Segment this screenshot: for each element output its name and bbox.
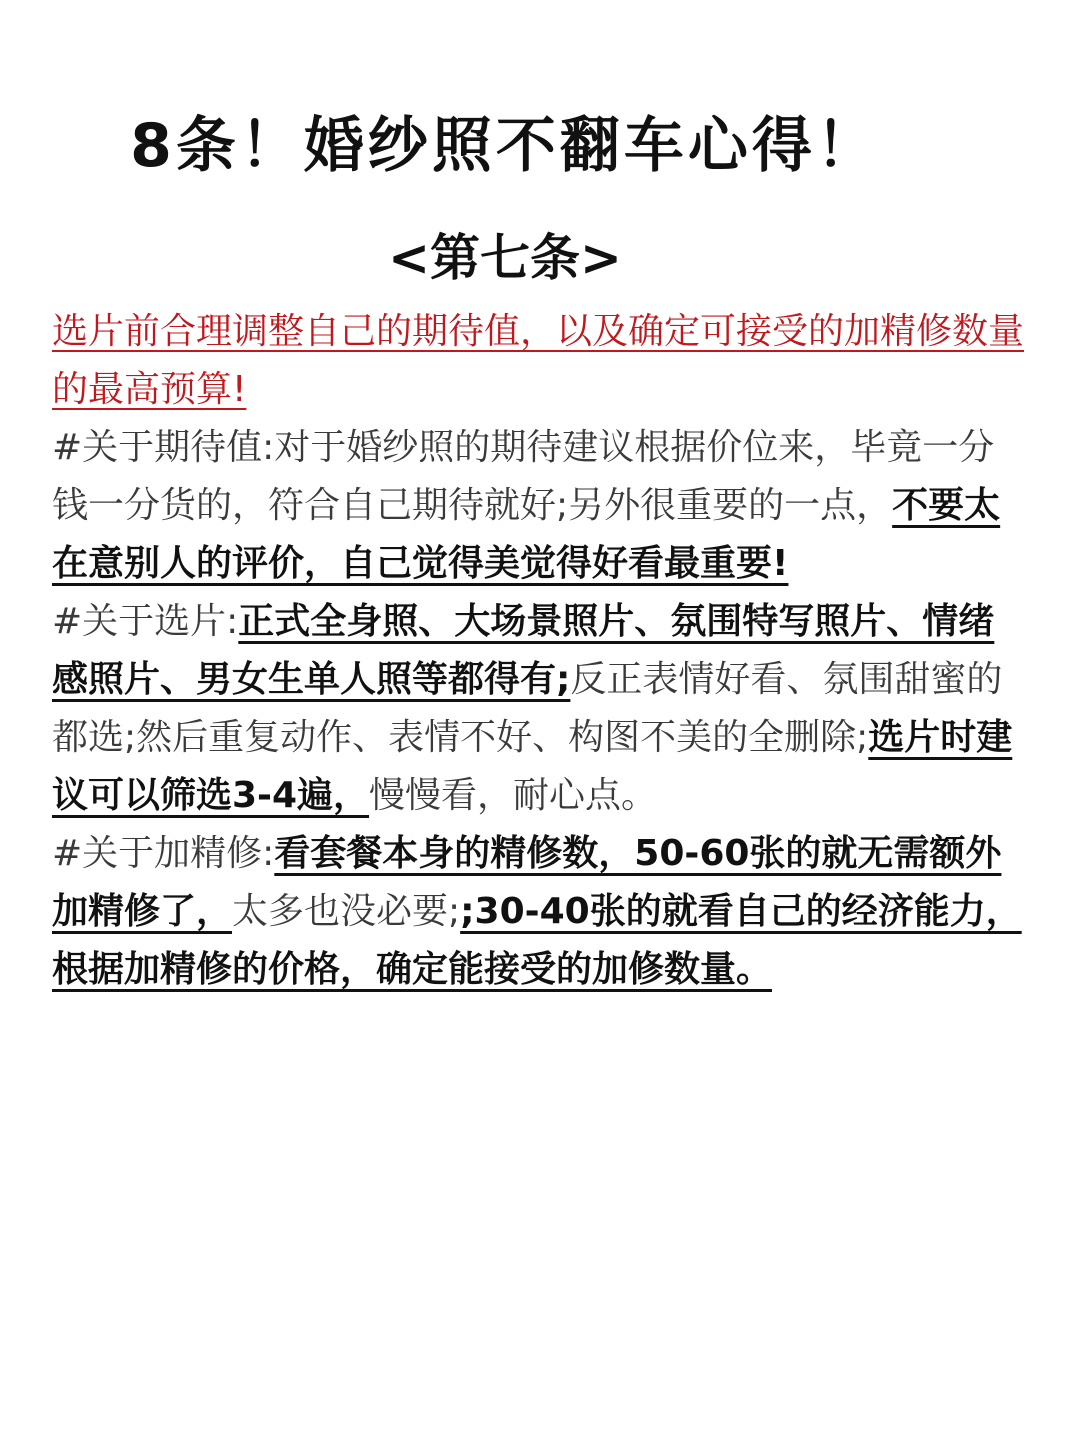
expectation-paragraph [52, 419, 1027, 593]
retouch-emphasis-2: ;30-40张的就看自己的经济能力，根据加精修的价格，确定能接受的加修数量。 [52, 891, 1022, 990]
selection-emphasis: 正式全身照、大场景照片、氛围特写照片、情绪感照片、男女生单人照等都得有; [52, 601, 995, 700]
expectation-text: #关于期待值:对于婚纱照的期待建议根据价位来，毕竟一分钱一分货的，符合自己期待就好;另外很重要的一点， [52, 427, 995, 526]
retouch-label: #关于加精修: [52, 833, 275, 874]
intro-highlight: 选片前合理调整自己的期待值，以及确定可接受的加精修数量的最高预算! [52, 311, 1025, 410]
selection-text: 反正表情好看、氛围甜蜜的都选;然后重复动作、表情不好、构图不美的全删除; [52, 659, 1003, 758]
page-title: 8条！婚纱照不翻车心得！ [130, 111, 880, 181]
selection-paragraph [52, 593, 1027, 825]
selection-emphasis-2: 选片时建议可以筛选3-4遍， [52, 717, 1013, 816]
section-subtitle: <第七条> [388, 229, 622, 287]
selection-label: #关于选片: [52, 601, 239, 642]
selection-text-2: 慢慢看，耐心点。 [369, 775, 658, 816]
article-body [52, 303, 1027, 999]
retouch-emphasis: 看套餐本身的精修数，50-60张的就无需额外加精修了， [52, 833, 1002, 932]
retouch-text: 太多也没必要; [232, 891, 461, 932]
retouch-paragraph [52, 825, 1027, 999]
expectation-emphasis: 不要太在意别人的评价，自己觉得美觉得好看最重要! [52, 485, 1001, 584]
